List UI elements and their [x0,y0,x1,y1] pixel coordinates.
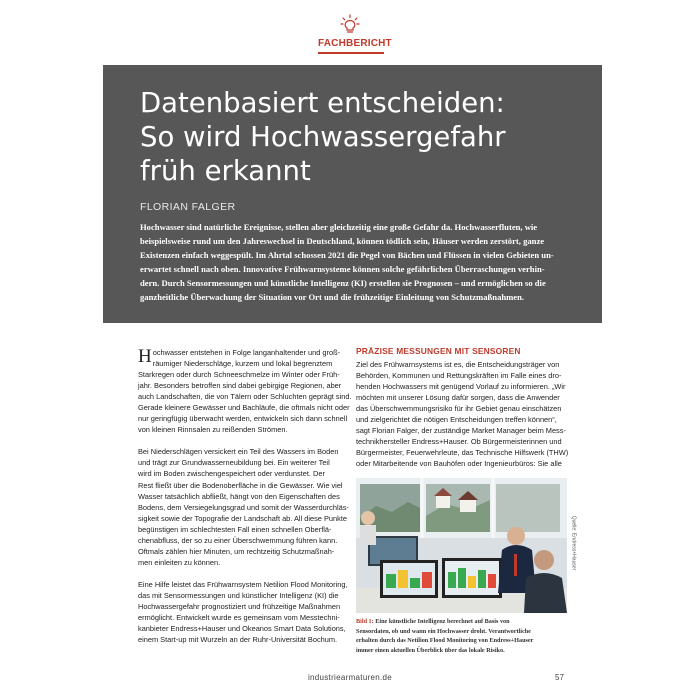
lead-line: dern. Durch Sensormessungen und künstliche Intelligenz (KI) erstellen sie Prognosen – und ermöglichen so die [140,277,546,288]
lightbulb-icon [340,14,360,36]
text-line: Behörden, Kommunen und Rettungskräften im Falle eines dro- [356,371,562,381]
text-line: begünstigen im schlechtesten Fall einen schnellen Oberflä- [138,524,332,534]
text-line: das Überschwemmungsrisiko für ihr Gebiet genau einschätzen [356,404,562,414]
caption-line [356,636,572,646]
text-line: henden Hochwassers mit genügend Vorlauf zu informieren. „Wir [356,382,566,392]
text-line: jahr. Besonders betroffen sind dabei gebirgige Regionen, aber [138,381,342,391]
text-line: Gerade kleinere Gewässer und Bachläufe, die oftmals nicht oder [138,403,350,413]
paragraph-system [138,579,348,645]
text-line: Starkregen oder durch Schneeschmelze im Winter oder Früh- [138,370,340,380]
text-line: Rest fließt über die Bodenoberfläche in die Gewässer. Wie viel [138,480,343,490]
text-line: ermöglicht. Entwickelt wurde es gemeinsam vom Messtechni- [138,613,340,623]
caption-text: Sensordaten, ob und wann ein Hochwasser droht. Verantwortliche [356,627,531,635]
article-title [140,86,580,188]
text-line: technikhersteller Endress+Hauser. Ob Bürgermeisterinnen und [356,437,562,447]
text-line: sigkeit sowie der Topografie der Landschaft ab. All diese Punkte [138,513,347,523]
photo-credit-text: Quelle: Endress+Hauser [570,515,577,571]
title-line: Datenbasiert entscheiden: [140,87,505,119]
caption-line [356,617,572,627]
text-line: men einleiten zu können. [138,557,221,567]
text-line: Bodens, dem Versiegelungsgrad und somit der Wasserdurchläs- [138,502,349,512]
title-line: So wird Hochwassergefahr [140,121,506,153]
caption-line [356,646,572,656]
lead-line: erwartet schnell nach oben. Innovative Frühwarnsysteme können solche gefährlichen Überraschungen verhin- [140,263,545,274]
text-line: und trägt zur Grundwasserneubildung bei. Ein weiterer Teil [138,458,330,468]
footer-url: industriearmaturen.de [307,673,393,682]
text-line: Bürgermeister, Feuerwehrleute, das Technische Hilfswerk (THW) [356,448,569,458]
section-rule [318,52,384,54]
lead-line: Hochwasser sind natürliche Ereignisse, stellen aber gleichzeitig eine große Gefahr da. Hochwasserfluten, wie [140,222,538,232]
title-line: früh erkannt [140,155,311,187]
text-line: auch Landschaften, die von Tälern oder Schluchten geprägt sind. [138,392,352,402]
text-line: möchten mit unserer Lösung dafür sorgen, dass die Anwender [356,393,560,403]
text-line: von kleinen Rinnsalen zu reißenden Strömen. [138,425,288,435]
photo-credit [569,478,577,613]
paragraph-precipitation [138,446,348,568]
lead-paragraph [140,221,580,304]
text-line: räumiger Niederschläge, kurzem und lokal begrenztem [152,359,333,369]
left-column [138,346,352,656]
caption-label: Bild 1: [356,618,374,625]
text-line: sagt Florian Falger, der zuständige Market Manager beim Mess- [356,426,566,436]
text-line: Ziel des Frühwarnsystems ist es, die Entscheidungsträger von [356,360,560,369]
lead-line: ganzheitliche Überwachung der Situation vor Ort und die frühzeitige Einleitung von Schutzmaßnahmen. [140,291,525,302]
text-line: Hochwassergefahr prognostiziert und frühzeitige Maßnahmen [138,601,341,611]
dropcap: H [138,346,152,367]
right-column [356,346,572,480]
text-line: ochwasser entstehen in Folge langanhaltender und groß- [152,348,341,357]
page-number: 57 [555,673,564,682]
caption-text: Eine künstliche Intelligenz berechnet auf Basis von [373,618,510,625]
section-tag: FACHBERICHT [318,38,392,49]
text-line: Oftmals zählen hier Minuten, um rechtzeitig Schutzmaßnah- [138,546,335,556]
paragraph-intro [138,346,352,435]
paragraph-goal [356,359,572,469]
caption-line [356,627,572,637]
text-line: Eine Hilfe leistet das Frühwarnsystem Netilion Flood Monitoring, [138,579,348,589]
text-line: oder Mitarbeitende von Bauhöfen oder Ingenieurbüros: Sie alle [356,459,562,469]
text-line: einem Start-up mit Wurzeln an der Ruhr-Universität Bochum. [138,635,338,645]
author-name: FLORIAN FALGER [140,201,236,213]
text-line: kanbieter Endress+Hauser und Okeanos Smart Data Solutions, [138,624,346,634]
text-line: Wasser tatsächlich abfließt, hängt von den Eigenschaften des [138,491,340,501]
text-line: Bei Niederschlägen versickert ein Teil des Wassers im Boden [138,447,339,457]
lead-line: beispielsweise rund um den Jahreswechsel in Deutschland, können tödlich sein, Häuser werden zerstört, ganze [140,235,545,246]
caption-text: immer einen aktuellen Überblick über das lokale Risiko. [356,646,505,654]
text-line: und zielgerichtet die nötigen Entscheidungen treffen können“, [356,415,557,425]
lead-line: Existenzen einfach weggespült. Im Ahrtal schossen 2021 die Pegel von Bächen und Flüssen in vielen Gebieten un- [140,249,554,260]
text-line: chenabfluss, der so zu einer Überschwemmung führen kann. [138,535,338,545]
text-line: nur geringfügig überwacht werden, entwickeln sich dann schnell [138,414,348,424]
text-line: wird im Boden zwischengespeichert oder verdunstet. Der [138,469,325,479]
text-line: das mit Sensormessungen und künstlicher Intelligenz (KI) die [138,590,339,600]
caption-text: erhalten durch das Netilion Flood Monitoring von Endress+Hauser [356,637,534,645]
section-subhead: PRÄZISE MESSUNGEN MIT SENSOREN [356,346,521,356]
photo-caption [356,617,572,655]
photo-control-room [356,478,567,613]
